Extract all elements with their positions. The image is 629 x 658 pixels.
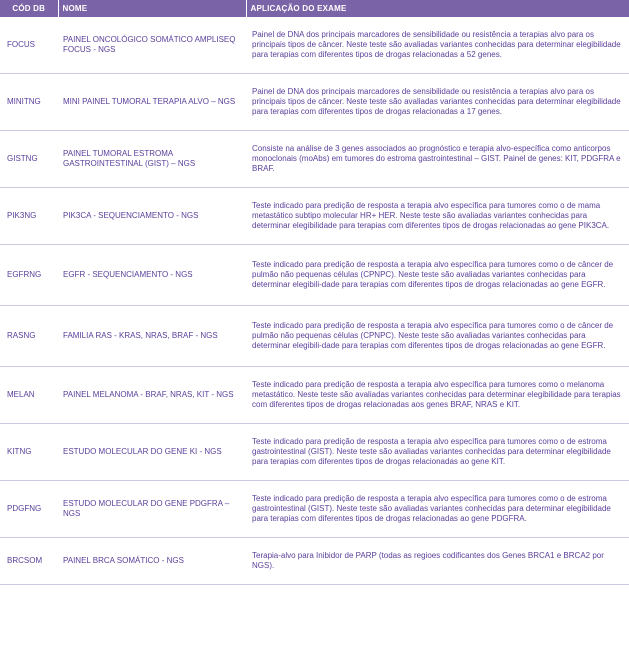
table-row xyxy=(0,74,629,131)
cell-name: EGFR - SEQUENCIAMENTO - NGS xyxy=(58,245,246,306)
cell-name: FAMILIA RAS - KRAS, NRAS, BRAF - NGS xyxy=(58,306,246,367)
cell-code: PDGFNG xyxy=(0,481,58,538)
table-row xyxy=(0,538,629,585)
cell-name: ESTUDO MOLECULAR DO GENE PDGFRA – NGS xyxy=(58,481,246,538)
header-application: APLICAÇÃO DO EXAME xyxy=(246,0,629,17)
cell-name: PIK3CA - SEQUENCIAMENTO - NGS xyxy=(58,188,246,245)
cell-code: EGFRNG xyxy=(0,245,58,306)
cell-application: Teste indicado para predição de resposta a terapia alvo específica para tumores como o de câncer de pulmão não pequenas células (CPNPC). Neste teste são avaliadas variantes conhecidas para determinar elegibili-dade para terapias com diferentes tipos de drogas relacionadas ao gene EGFR. xyxy=(246,245,629,306)
table-row xyxy=(0,306,629,367)
cell-code: KITNG xyxy=(0,424,58,481)
cell-name: PAINEL BRCA SOMÁTICO - NGS xyxy=(58,538,246,585)
cell-name: PAINEL MELANOMA - BRAF, NRAS, KIT - NGS xyxy=(58,367,246,424)
table-row xyxy=(0,367,629,424)
table-row xyxy=(0,131,629,188)
table-row xyxy=(0,481,629,538)
cell-application: Teste indicado para predição de resposta a terapia alvo específica para tumores como o de estroma gastrointestinal (GIST). Neste teste são avaliadas variantes conhecidas para determinar elegibilidade para terapias com diferentes tipos de drogas relacionadas ao gene KIT. xyxy=(246,424,629,481)
cell-code: MELAN xyxy=(0,367,58,424)
cell-application: Consiste na análise de 3 genes associados ao prognóstico e terapia alvo-específica como anticorpos monoclonais (moAbs) em tumores do estroma gastrointestinal – GIST. Painel de genes: KIT, PDGFRA e BRAF. xyxy=(246,131,629,188)
cell-application: Teste indicado para predição de resposta a terapia alvo específica para tumores como o de estroma gastrointestinal (GIST). Neste teste são avaliadas variantes conhecidas para determinar elegibilidade para terapias com diferentes tipos de drogas relacionadas ao gene PDGFRA. xyxy=(246,481,629,538)
cell-application: Painel de DNA dos principais marcadores de sensibilidade ou resistência a terapias alvo para os principais tipos de câncer. Neste teste são avaliadas variantes conhecidas para determinar elegibilidade para terapias com diferentes tipos de drogas relacionadas a 17 genes. xyxy=(246,74,629,131)
cell-application: Teste indicado para predição de resposta a terapia alvo específica para tumores como o de câncer de pulmão não pequenas células (CPNPC). Neste teste são avaliadas variantes conhecidas para determinar elegibili-dade para terapias com diferentes tipos de drogas relacionadas ao gene EGFR. xyxy=(246,306,629,367)
cell-code: BRCSOM xyxy=(0,538,58,585)
table-row xyxy=(0,188,629,245)
header-name: NOME xyxy=(58,0,246,17)
cell-code: PIK3NG xyxy=(0,188,58,245)
table-row xyxy=(0,424,629,481)
cell-name: MINI PAINEL TUMORAL TERAPIA ALVO – NGS xyxy=(58,74,246,131)
cell-application: Teste indicado para predição de resposta a terapia alvo específica para tumores como o de mama metastático subtipo molecular HR+ HER. Neste teste são avaliadas variantes conhecidas para determinar elegibilidade para terapias com diferentes tipos de drogas relacionadas ao gene PIK3CA. xyxy=(246,188,629,245)
cell-code: GISTNG xyxy=(0,131,58,188)
header-code: CÓD DB xyxy=(0,0,58,17)
cell-name: PAINEL ONCOLÓGICO SOMÁTICO AMPLISEQ FOCUS - NGS xyxy=(58,17,246,74)
cell-application: Terapia-alvo para Inibidor de PARP (todas as regioes codificantes dos Genes BRCA1 e BRCA2 por NGS). xyxy=(246,538,629,585)
table-header xyxy=(0,0,629,17)
cell-code: MINITNG xyxy=(0,74,58,131)
table-row xyxy=(0,17,629,74)
cell-name: ESTUDO MOLECULAR DO GENE KI - NGS xyxy=(58,424,246,481)
cell-application: Painel de DNA dos principais marcadores de sensibilidade ou resistência a terapias alvo para os principais tipos de câncer. Neste teste são avaliadas variantes conhecidas para determinar elegibilidade para terapias com diferentes tipos de drogas relacionadas a 52 genes. xyxy=(246,17,629,74)
cell-code: RASNG xyxy=(0,306,58,367)
cell-application: Teste indicado para predição de resposta a terapia alvo específica para tumores como o melanoma metastático. Neste teste são avaliadas variantes conhecidas para determinar elegibilidade para terapias com diferentes tipos de drogas relacionadas aos genes BRAF, NRAS e KIT. xyxy=(246,367,629,424)
table-row xyxy=(0,245,629,306)
cell-name: PAINEL TUMORAL ESTROMA GASTROINTESTINAL (GIST) – NGS xyxy=(58,131,246,188)
cell-code: FOCUS xyxy=(0,17,58,74)
